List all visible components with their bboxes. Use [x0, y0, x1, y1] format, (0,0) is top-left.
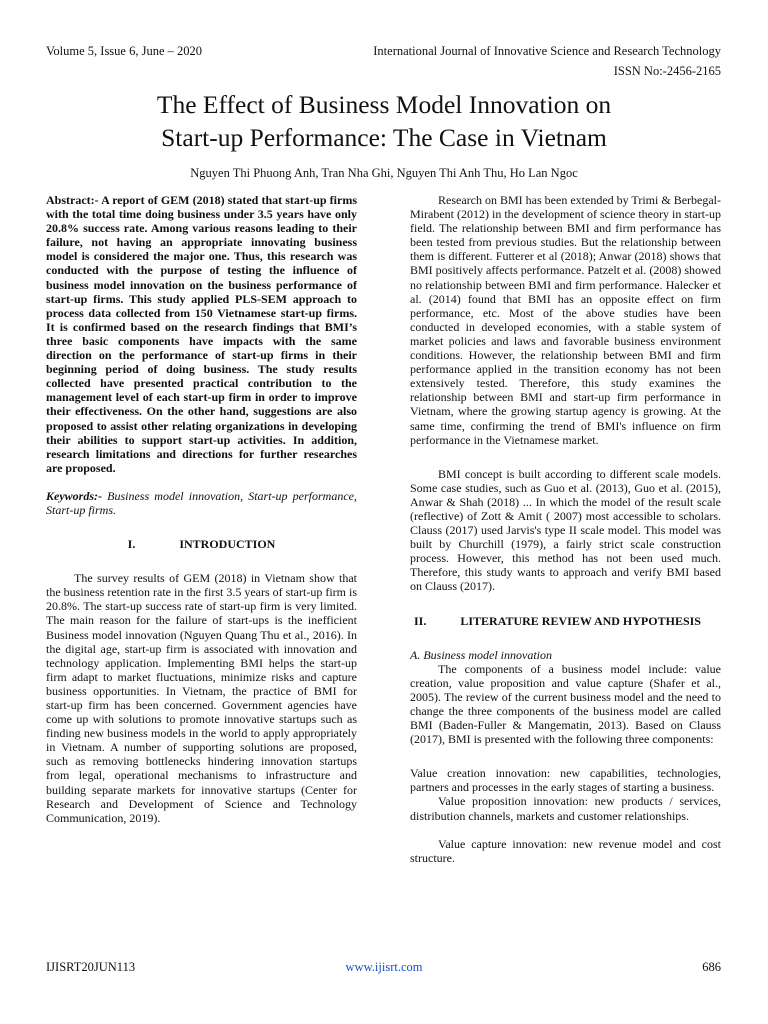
title-line-1: The Effect of Business Model Innovation on — [156, 90, 612, 119]
subsection-heading: A. Business model innovation — [410, 647, 552, 662]
section-title: LITERATURE REVIEW AND HYPOTHESIS — [460, 613, 701, 628]
paragraph: Research on BMI has been extended by Trimi & Berbegal-Mirabent (2012) in the development of science theory in start-up field. The relationship between BMI and firm performance has been tested from previous studies. But the relationship between them is different. Futterer et al (2018); Anwar (2018) shows that BMI positively affects performance. Patzelt et al. (2008) showed no relationship between BMI and firm performance. Halecker et al. (2014) found that BMI has an opposite effect on firm performance, etc. Most of the above studies have been conducted in developed economies, with a stable system of market policies and laws and favorable business environment conditions. However, the relationship between BMI and firm performance applied in the transition economy has not been extensively tested. Therefore, this study examines the relationship between BMI and start-up firm performance in Vietnam, where the growing startup agency is growing. At the same time, confirming the trend of BMI's influence on firm performance in the Vietnamese market. — [410, 193, 722, 447]
authors: Nguyen Thi Phuong Anh, Tran Nha Ghi, Nguyen Thi Anh Thu, Ho Lan Ngoc — [190, 166, 578, 180]
paper-id: IJISRT20JUN113 — [46, 960, 136, 974]
intro-paragraph: The survey results of GEM (2018) in Vietnam show that the business retention rate in the first 3.5 years of start-up firm is 20.8%. The start-up success rate of start-up firm is very limited. The main reason for the failure of start-ups is the inefficient Business model innovation (Nguyen Quang Thu et al., 2016). In the digital age, start-up firm is associated with innovation and technology application. Implementing BMI helps the start-up firm adapt to market fluctuations, minimize risks and capture business opportunities. In Vietnam, the practice of BMI for start-up firm has been concerned. Government agencies have come up with solutions to promote innovative startups such as finding new business models in the world to apply appropriately in Vietnam. A number of supporting solutions are proposed, such as removing bottlenecks hindering innovation startups from legal, operational mechanisms to infrastructure and building separate markets for innovative startups (Center for Research and Development of Science and Technology Communication, 2019). — [46, 571, 357, 825]
paper-title — [40, 88, 728, 154]
volume-issue: Volume 5, Issue 6, June – 2020 — [46, 44, 203, 58]
paragraph: BMI concept is built according to different scale models. Some case studies, such as Guo et al. (2013), Guo et al. (2015), Anwar & Shah (2018) ... In which the model of the result scale (reflective) of Zott & Amit ( 2007) most accessible to scholars. Clauss (2017) used Jarvis's type II scale model. This model was built by Churchill (1979), a fairly strict scale construction process. However, this method has not been used much. Therefore, this study wants to approach and verify BMI based on Clauss (2017). — [410, 466, 721, 594]
paragraph: Value capture innovation: new revenue model and cost structure. — [410, 836, 721, 865]
section-heading-literature-review — [410, 614, 721, 628]
keywords — [46, 489, 357, 517]
issn: ISSN No:-2456-2165 — [613, 64, 721, 78]
page-number: 686 — [702, 960, 721, 974]
journal-name: International Journal of Innovative Science and Research Technology — [373, 44, 721, 58]
section-number: II. — [414, 613, 427, 628]
section-number: I. — [127, 537, 136, 552]
paragraph: Value creation innovation: new capabilities, technologies, partners and processes in the early stages of starting a business. — [410, 766, 721, 795]
title-line-2: Start-up Performance: The Case in Vietnam — [161, 123, 607, 152]
section-heading-introduction — [46, 537, 357, 551]
left-column — [46, 193, 357, 825]
paragraph: Value proposition innovation: new products / services, distribution channels, markets and customer relationships. — [410, 794, 721, 823]
right-column — [410, 193, 721, 865]
journal-website-link[interactable]: www.ijisrt.com — [345, 960, 423, 974]
keywords-text: Business model innovation, Start-up performance, Start-up firms. — [46, 488, 357, 517]
abstract: Abstract:- A report of GEM (2018) stated that start-up firms with the total time doing business under 3.5 years have only 20.8% success rate. Among various reasons leading to their failure, not having an appropriate innovating business model is considered the major one. Thus, this research was conducted with the purpose of testing the influence of business model innovation on the business performance of start-up firms. This study applied PLS-SEM approach to process data collected from 150 Vietnamese start-up firms. It is confirmed based on the research findings that BMI’s three basic components have impacts with the same direction on the performance of start-up firms in their beginning period of doing business. The study results collected have presented practical contribution to the management level of each start-up firm in order to improve their effectiveness. On the other hand, suggestions are also proposed to assist other relating organizations in developing their abilities to support start-up activities. In addition, research limitations and directions for further researches are proposed. — [46, 193, 357, 475]
section-title: INTRODUCTION — [179, 537, 276, 552]
keywords-label: Keywords:- — [46, 488, 102, 503]
paragraph: The components of a business model include: value creation, value proposition and value capture (Shafer et al., 2005). The review of the current business model and the need to change the three components of the business model are called BMI (Baden-Fuller & Mangematin, 2013). Based on Clauss (2017), BMI is presented with the following three components: — [410, 661, 721, 747]
